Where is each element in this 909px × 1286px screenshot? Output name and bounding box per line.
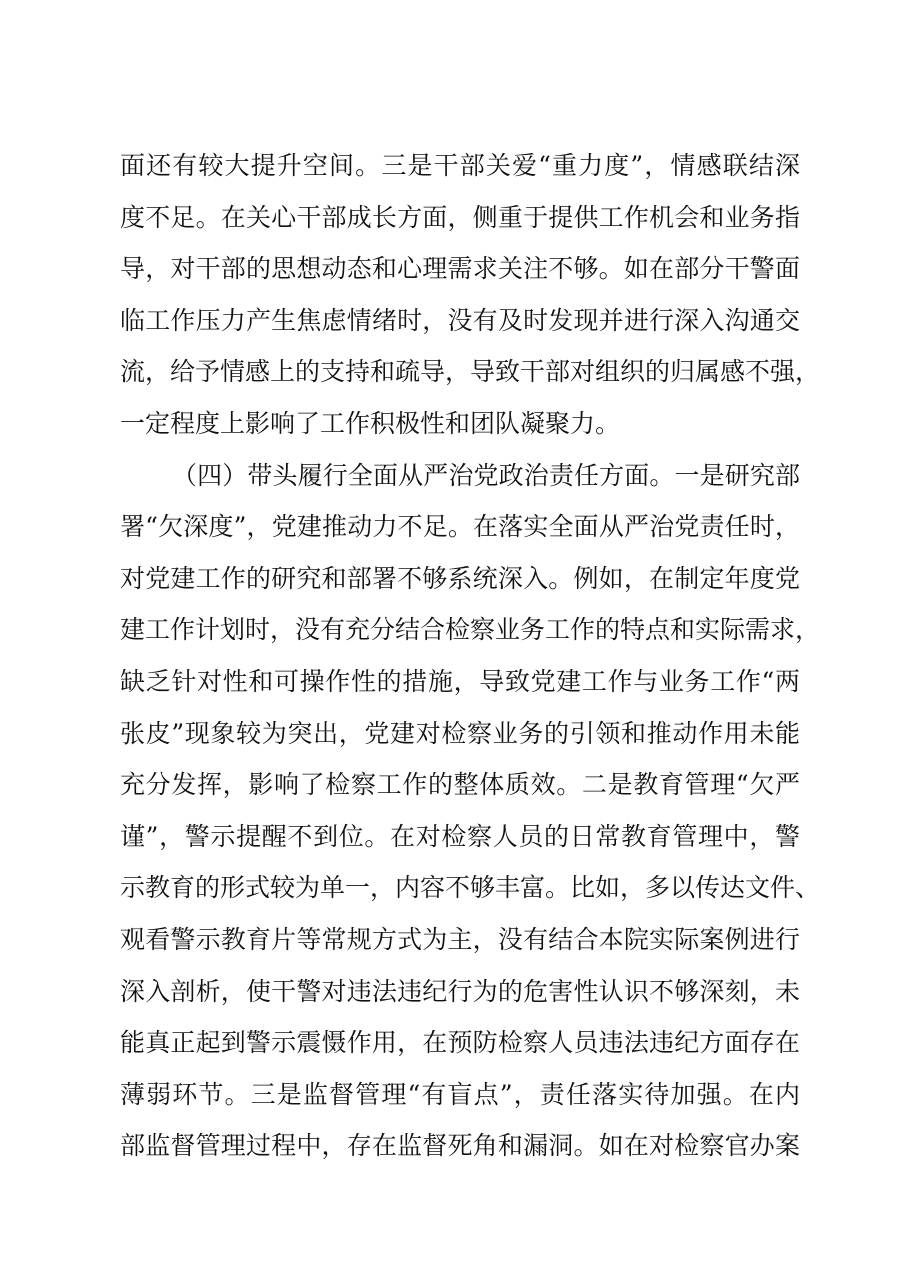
text-line: 度不足。在关心干部成长方面，侧重于提供工作机会和业务指 [120, 202, 800, 232]
text-line: 建工作计划时，没有充分结合检察业务工作的特点和实际需求， [120, 615, 821, 645]
text-line: 深入剖析，使干警对违法违纪行为的危害性认识不够深刻，未 [120, 976, 800, 1006]
text-line: 对党建工作的研究和部署不够系统深入。例如，在制定年度党 [120, 563, 800, 593]
text-line: 部监督管理过程中，存在监督死角和漏洞。如在对检察官办案 [120, 1131, 800, 1161]
text-line: 能真正起到警示震慑作用，在预防检察人员违法违纪方面存在 [120, 1028, 800, 1058]
section-heading-line: （四）带头履行全面从严治党政治责任方面。一是研究部 [172, 460, 800, 490]
text-line: 缺乏针对性和可操作性的措施，导致党建工作与业务工作“两 [120, 666, 800, 696]
text-line: 署“欠深度”，党建推动力不足。在落实全面从严治党责任时， [120, 512, 800, 542]
text-line: 示教育的形式较为单一，内容不够丰富。比如，多以传达文件、 [120, 873, 821, 903]
body-text [120, 140, 821, 1172]
text-line: 观看警示教育片等常规方式为主，没有结合本院实际案例进行 [120, 924, 800, 954]
text-line: 充分发挥，影响了检察工作的整体质效。二是教育管理“欠严 [120, 770, 800, 800]
text-line: 临工作压力产生焦虑情绪时，没有及时发现并进行深入沟通交 [120, 305, 800, 335]
text-line: 谨”，警示提醒不到位。在对检察人员的日常教育管理中，警 [120, 821, 800, 851]
text-line: 导，对干部的思想动态和心理需求关注不够。如在部分干警面 [120, 254, 800, 284]
text-line: 薄弱环节。三是监督管理“有盲点”，责任落实待加强。在内 [120, 1079, 800, 1109]
text-line: 流，给予情感上的支持和疏导，导致干部对组织的归属感不强， [120, 357, 821, 387]
text-line: 面还有较大提升空间。三是干部关爱“重力度”，情感联结深 [120, 151, 800, 180]
text-line: 张皮”现象较为突出，党建对检察业务的引领和推动作用未能 [120, 718, 800, 748]
text-line: 一定程度上影响了工作积极性和团队凝聚力。 [120, 408, 621, 438]
